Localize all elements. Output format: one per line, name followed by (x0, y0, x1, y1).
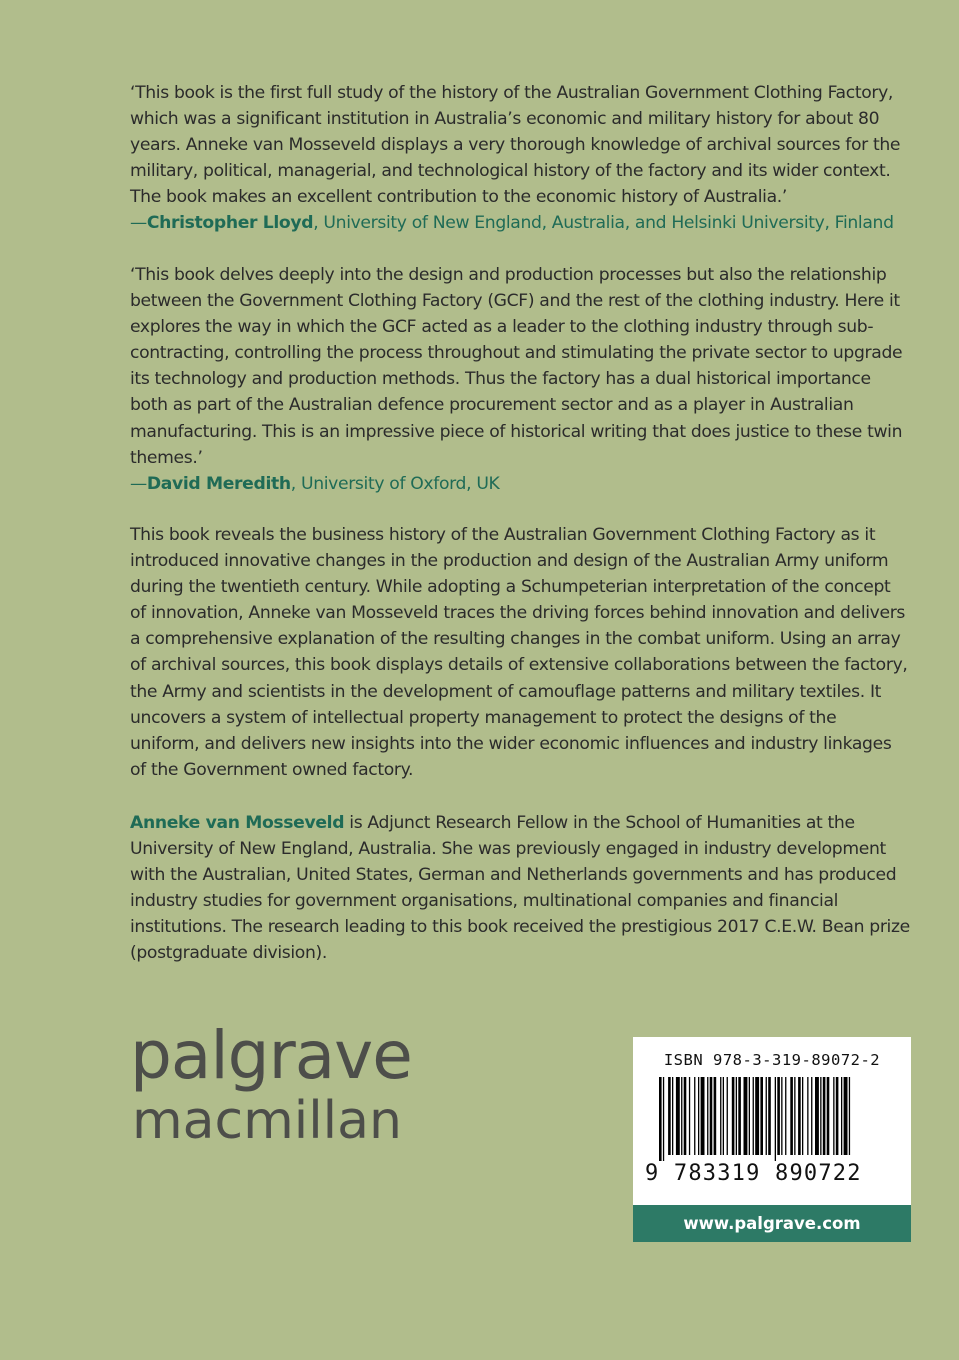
author-name: Anneke van Mosseveld (130, 813, 345, 833)
bio-paragraph (130, 810, 910, 967)
reviewer-name: David Meredith (146, 473, 291, 494)
logo-macmillan: macmillan (132, 1091, 402, 1151)
author-bio (130, 810, 910, 967)
attribution-dash: — (130, 213, 147, 234)
description-text: This book reveals the business history of the Australian Government Clothing Factory as it introduced innovative changes in the production and design of the Australian Army uniform during the twentieth century. While adopting a Schumpeterian interpretation of the concept of innovation, Anneke van Mosseveld traces the driving forces behind innovation and delivers a comprehensive explanation of the resulting changes in the combat uniform. Using an array of archival sources, this book displays details of extensive collaborations between the factory, the Army and scientists in the development of camouflage patterns and military textiles. It uncovers a system of intellectual property management to protect the designs of the uniform, and delivers new insights into the wider economic influences and industry linkages of the Government owned factory. (130, 525, 908, 780)
publisher-logo (130, 1017, 412, 1151)
publisher-url: www.palgrave.com (633, 1205, 911, 1242)
review-quote: ‘This book is the first full study of the history of the Australian Government Clothing Factory, which was a significant institution in Australia’s economic and military history for about 80 years. Anneke van Mosseveld displays a very thorough knowledge of archival sources for the military, political, managerial, and technological history of the factory and its wider context. The book makes an excellent contribution to the economic history of Australia.’ (130, 83, 901, 208)
barcode-icon (645, 1077, 903, 1161)
review-david-meredith (130, 262, 910, 497)
review-quote: ‘This book delves deeply into the design and production processes but also the relationship between the Government Clothing Factory (GCF) and the rest of the clothing industry. Here it explores the way in which the GCF acted as a leader to the clothing industry through sub-contracting, controlling the process throughout and stimulating the private sector to upgrade its technology and production methods. Thus the factory has a dual historical importance both as part of the Australian defence procurement sector and as a player in Australian manufacturing. This is an impressive piece of historical writing that does justice to these twin themes.’ (130, 265, 903, 468)
review-christopher-lloyd (130, 80, 910, 237)
book-description (130, 522, 910, 783)
isbn-label: ISBN 978-3-319-89072-2 (663, 1051, 881, 1069)
logo-palgrave: palgrave (130, 1017, 412, 1094)
barcode-digits: 9 783319 890722 (645, 1161, 862, 1186)
isbn-barcode (633, 1037, 911, 1242)
reviewer-name: Christopher Lloyd (146, 213, 314, 234)
review-attribution (130, 471, 910, 497)
reviewer-affiliation: , University of Oxford, UK (290, 473, 500, 494)
attribution-dash: — (130, 473, 147, 494)
reviewer-affiliation: , University of New England, Australia, and Helsinki University, Finland (313, 213, 894, 234)
review-attribution (130, 210, 910, 236)
bio-text: is Adjunct Research Fellow in the School of Humanities at the University of New England, Australia. She was previously engaged in industry development with the Australian, United States, German and Netherlands governments and has produced industry studies for government organisations, multinational companies and financial institutions. The research leading to this book received the prestigious 2017 C.E.W. Bean prize (postgraduate division). (130, 813, 910, 964)
